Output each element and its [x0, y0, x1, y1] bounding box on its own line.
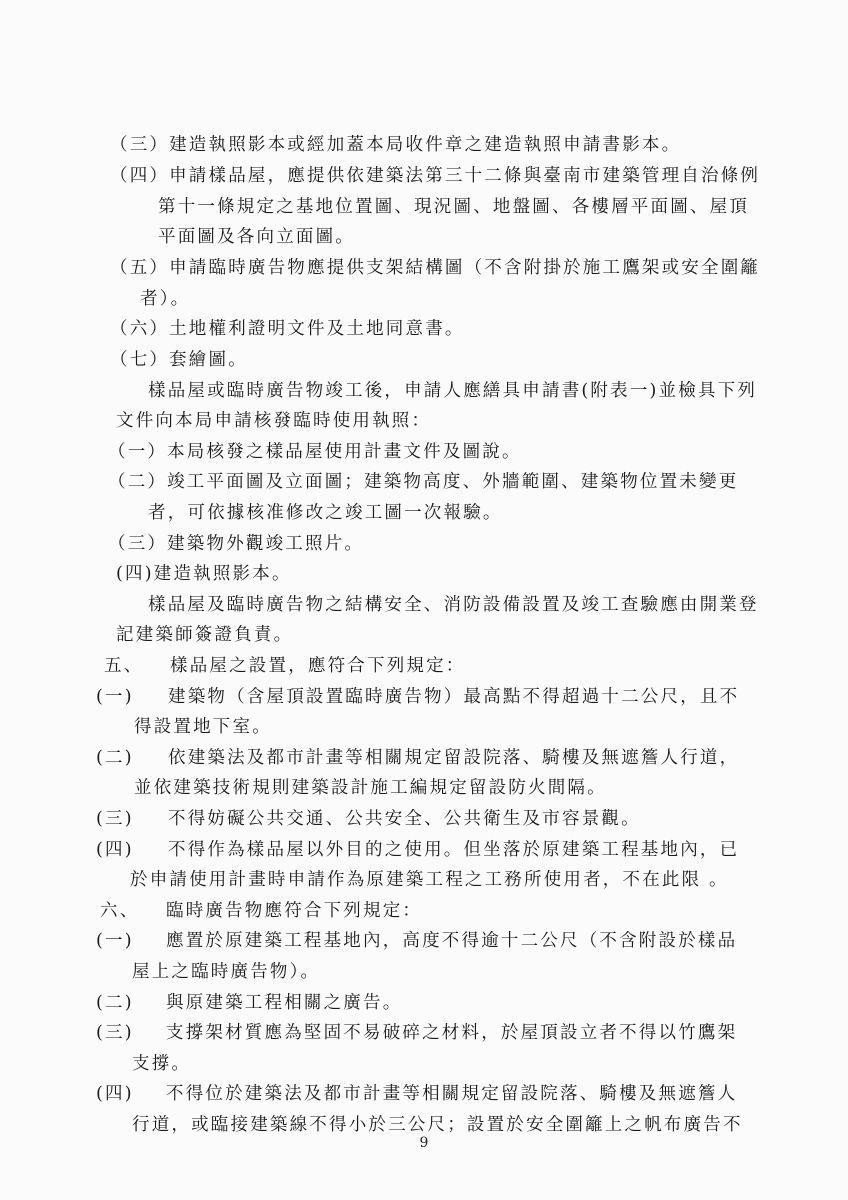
- item-number: (一): [96, 931, 134, 951]
- text-line: 平面圖及各向立面圖。: [158, 227, 355, 247]
- item-number: (二): [96, 993, 134, 1013]
- text-line: 與原建築工程相關之廣告。: [166, 993, 403, 1013]
- text-line: 第十一條規定之基地位置圖、現況圖、地盤圖、各樓層平面圖、屋頂: [158, 197, 749, 217]
- section-number: 五、: [104, 656, 144, 676]
- text-line: （一）本局核發之樣品屋使用計畫文件及圖說。: [108, 442, 522, 462]
- text-line: 者，可依據核准修改之竣工圖一次報驗。: [148, 503, 503, 523]
- item-number: (二): [96, 748, 134, 768]
- text-line: 應置於原建築工程基地內，高度不得逾十二公尺（不含附設於樣品: [166, 931, 738, 951]
- text-line: 記建築師簽證負責。: [116, 625, 294, 645]
- text-line: （三）建造執照影本或經加蓋本局收件章之建造執照申請書影本。: [110, 135, 682, 155]
- text-line: 並依建築技術規則建築設計施工編規定留設防火間隔。: [134, 778, 607, 798]
- text-line: 得設置地下室。: [134, 717, 272, 737]
- section-number: 六、: [100, 901, 140, 921]
- text-line: （七）套繪圖。: [110, 350, 248, 370]
- text-line: 樣品屋之設置，應符合下列規定：: [170, 656, 466, 676]
- text-line: （六）土地權利證明文件及土地同意書。: [110, 319, 465, 339]
- text-line: 者）。: [140, 289, 191, 309]
- text-line: 不得作為樣品屋以外目的之使用。但坐落於原建築工程基地內，已: [168, 840, 740, 860]
- text-line: （四）申請樣品屋，應提供依建築法第三十二條與臺南市建築管理自治條例: [110, 166, 761, 186]
- text-line: 文件向本局申請核發臨時使用執照：: [116, 411, 432, 431]
- item-number: (四): [96, 840, 134, 860]
- item-number: (四): [96, 1084, 134, 1104]
- text-line: 支撐。: [132, 1054, 192, 1074]
- text-line: 屋上之臨時廣告物）。: [132, 962, 321, 982]
- text-line: 於申請使用計畫時申請作為原建築工程之工務所使用者，不在此限 。: [130, 870, 729, 890]
- text-line: 樣品屋或臨時廣告物竣工後，申請人應繕具申請書(附表一)並檢具下列: [148, 381, 758, 401]
- text-line: 不得妨礙公共交通、公共安全、公共衛生及市容景觀。: [168, 809, 641, 829]
- text-line: 行道，或臨接建築線不得小於三公尺；設置於安全圍籬上之帆布廣告不: [132, 1115, 743, 1135]
- text-line: （二）竣工平面圖及立面圖；建築物高度、外牆範圍、建築物位置未變更: [108, 472, 739, 492]
- item-number: (三): [96, 809, 134, 829]
- item-number: (一): [96, 687, 134, 707]
- text-line: （三）建築物外觀竣工照片。: [108, 534, 365, 554]
- text-line: 支撐架材質應為堅固不易破碎之材料，於屋頂設立者不得以竹鷹架: [166, 1023, 738, 1043]
- text-line: 樣品屋及臨時廣告物之結構安全、消防設備設置及竣工查驗應由開業登: [148, 595, 759, 615]
- text-line: 建築物（含屋頂設置臨時廣告物）最高點不得超過十二公尺，且不: [168, 687, 740, 707]
- text-line: 臨時廣告物應符合下列規定：: [166, 901, 423, 921]
- text-line: 依建築法及都市計畫等相關規定留設院落、騎樓及無遮簷人行道，: [168, 748, 740, 768]
- text-line: （五）申請臨時廣告物應提供支架結構圖（不含附掛於施工鷹架或安全圍籬: [110, 258, 761, 278]
- text-line: 不得位於建築法及都市計畫等相關規定留設院落、騎樓及無遮簷人: [166, 1084, 738, 1104]
- item-number: (三): [96, 1023, 134, 1043]
- text-line: (四)建造執照影本。: [116, 564, 292, 584]
- page-number: 9: [419, 1135, 429, 1151]
